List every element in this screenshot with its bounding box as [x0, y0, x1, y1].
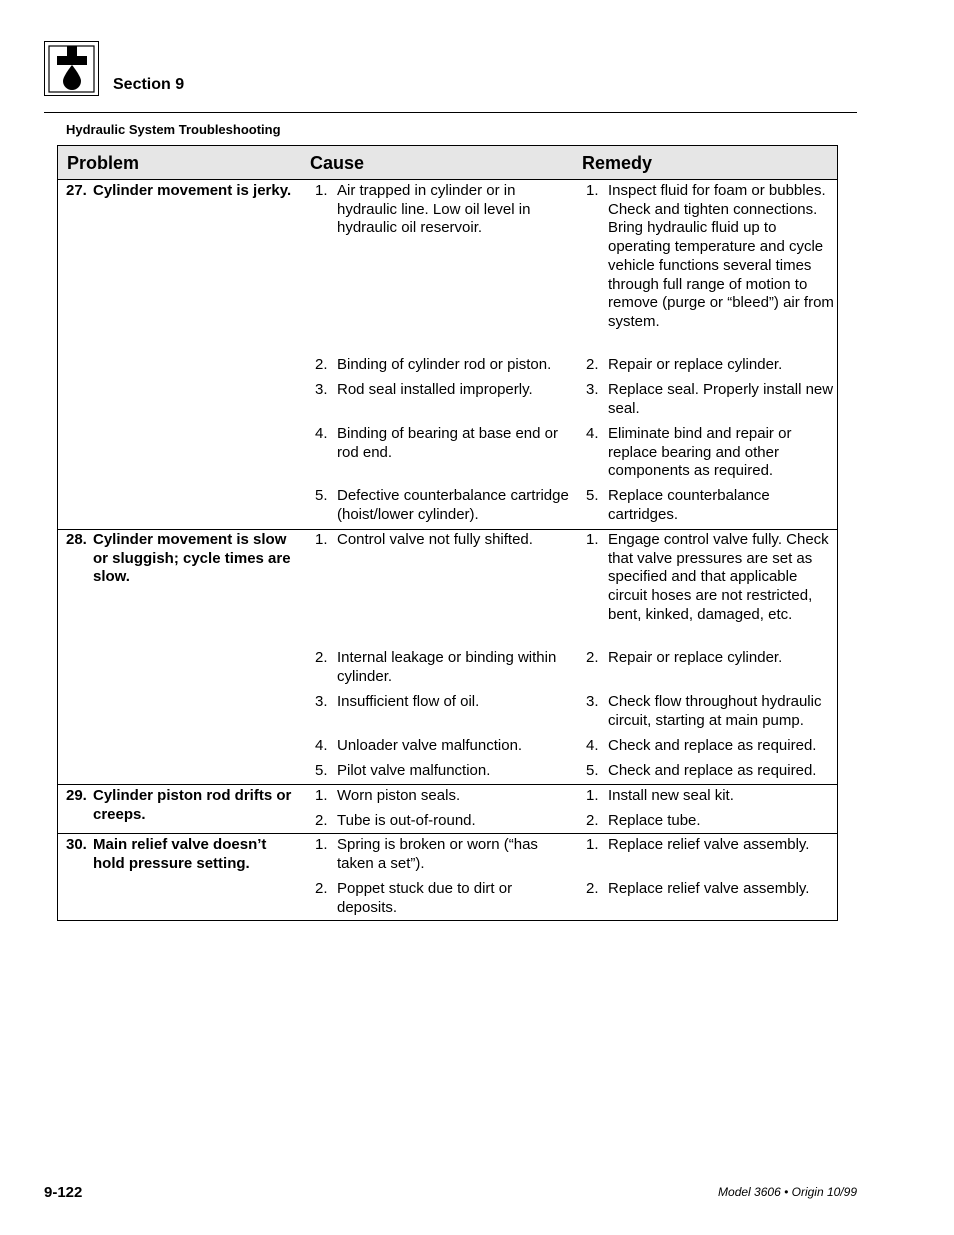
model-info: Model 3606 • Origin 10/99 [718, 1185, 857, 1199]
column-header-problem: Problem [67, 153, 140, 173]
troubleshooting-table: Problem Cause Remedy 27. Cylinder movement is jerky. 1. Air trapped in cylinder or in hydraulic line. Low oil level in hydraulic oil reservoir. 1. Inspect fluid for foam or bubbles. Check and tighten connections. Bring hydraulic fluid up to operating temperature and cycle vehicle functions several times through full range of motion to remove (purge or “bleed”) air from system. 2. Binding of cylinder rod or piston. 2. Repair or replace cylinder. 3. Rod seal installed improperly. 3. Replace seal. Properly install new seal. 4. Binding of bearing at base end or rod end. 4. Eliminate bind and repair or replace bearing and other components as required. 5. Defective counterbalance cartridge (hoist/lower cylinder). 5. Replace counterbalance cartridges. 28. Cylinder movement is slow or sluggish; cycle times are slow. 1. Control valve not fully shifted. 1. Engage control valve fully. Check that valve pressures are set as specified and that applicable circuit hoses are not restricted, bent, kinked, damaged, etc. 2. Internal leakage or binding within cylinder. 2. Repair or replace cylinder. 3. Insufficient flow of oil. 3. Check flow throughout hydraulic circuit, starting at main pump. 4. Unloader valve malfunction. 4. Check and replace as required. 5. Pilot valve malfunction. 5. Check and replace as required. 29. Cylinder piston rod drifts or creeps. 1. Worn piston seals. 1. Install new seal kit. 2. Tube is out-of-round. 2. Replace tube. 30. Main relief valve doesn’t hold pressure setting. 1. Spring is broken or worn (“has taken a set”). 1. Replace relief valve assembly. 2. Poppet stuck due to dirt or deposits. 2. Replace relief valve assembly. [57, 145, 838, 921]
problem-text: Cylinder movement is slow or sluggish; cycle times are slow. [93, 531, 291, 586]
row-divider [58, 833, 837, 834]
problem-number: 27. [66, 182, 87, 199]
problem-number: 30. [66, 836, 87, 853]
problem-number: 29. [66, 787, 87, 804]
document-title: Hydraulic System Troubleshooting [66, 122, 281, 137]
column-header-cause: Cause [310, 153, 365, 173]
hydraulic-oil-drop-icon [45, 42, 100, 97]
header-divider [44, 112, 857, 113]
problem-text: Main relief valve doesn’t hold pressure setting. [93, 836, 267, 872]
problem-text: Cylinder movement is jerky. [93, 182, 292, 199]
row-divider [58, 784, 837, 785]
table-header [58, 146, 837, 180]
problem-text: Cylinder piston rod drifts or creeps. [93, 787, 292, 823]
page-number: 9-122 [44, 1184, 83, 1201]
row-divider [58, 529, 837, 530]
column-header-remedy: Remedy [582, 153, 653, 173]
section-label: Section 9 [113, 76, 185, 93]
problem-number: 28. [66, 531, 87, 548]
section-logo [44, 41, 99, 96]
